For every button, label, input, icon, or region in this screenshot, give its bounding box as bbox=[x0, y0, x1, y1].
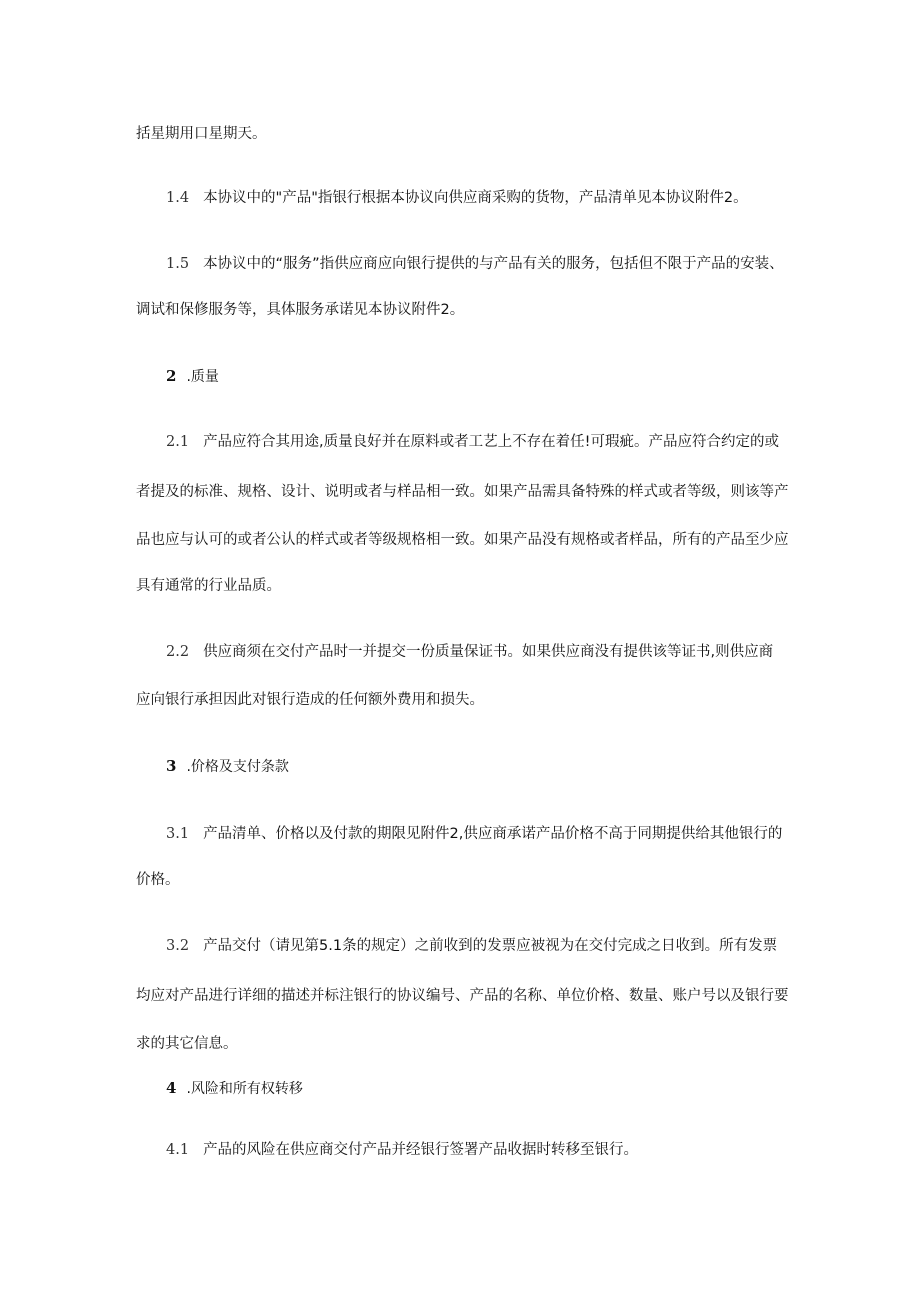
clause-2-2 bbox=[166, 642, 826, 662]
clause-4-1 bbox=[166, 1140, 826, 1160]
clause-3-1-line2 bbox=[136, 870, 796, 890]
clause-3-1 bbox=[166, 824, 826, 844]
paragraph-text: 产品清单、价格以及付款的期限见附件2,供应商承诺产品价格不高于同期提供给其他银行的 bbox=[203, 826, 783, 842]
clause-number: 3.2 bbox=[166, 938, 190, 954]
clause-number: 4.1 bbox=[166, 1142, 190, 1158]
continuation-line bbox=[136, 124, 796, 144]
clause-number: 2.2 bbox=[166, 644, 190, 660]
clause-1-5-line2 bbox=[136, 300, 796, 320]
paragraph-text: 品也应与认可的或者公认的样式或者等级规格相一致。如果产品没有规格或者样品，所有的产品至少应 bbox=[136, 532, 789, 548]
section-number: 4 bbox=[166, 1079, 177, 1097]
clause-3-2-line3 bbox=[136, 1034, 796, 1054]
paragraph-text: 产品的风险在供应商交付产品并经银行签署产品收据时转移至银行。 bbox=[203, 1142, 639, 1158]
clause-number: 1.4 bbox=[166, 190, 190, 206]
paragraph-text: 供应商须在交付产品时一并提交一份质量保证书。如果供应商没有提供该等证书,则供应商 bbox=[203, 644, 774, 660]
paragraph-text: 产品交付（请见第5.1条的规定）之前收到的发票应被视为在交付完成之日收到。所有发票 bbox=[203, 938, 778, 954]
clause-1-4 bbox=[166, 188, 826, 208]
paragraph-text: 具有通常的行业品质。 bbox=[136, 578, 281, 594]
clause-2-1 bbox=[166, 432, 826, 452]
paragraph-text: 应向银行承担因此对银行造成的任何额外费用和损失。 bbox=[136, 692, 484, 708]
paragraph-text: 求的其它信息。 bbox=[136, 1036, 238, 1052]
paragraph-text: 均应对产品进行详细的描述并标注银行的协议编号、产品的名称、单位价格、数量、账户号以及银行要 bbox=[136, 988, 789, 1004]
clause-3-2 bbox=[166, 936, 826, 956]
section-number: 3 bbox=[166, 757, 177, 775]
clause-number: 1.5 bbox=[166, 256, 190, 272]
paragraph-text: 价格。 bbox=[136, 872, 180, 888]
clause-number: 3.1 bbox=[166, 826, 190, 842]
section-number: 2 bbox=[166, 367, 177, 385]
clause-2-2-line2 bbox=[136, 690, 796, 710]
clause-2-1-line2 bbox=[136, 482, 796, 502]
section-title: .质量 bbox=[186, 369, 219, 385]
paragraph-text: 本协议中的“服务”指供应商应向银行提供的与产品有关的服务，包括但不限于产品的安装、 bbox=[203, 256, 784, 272]
clause-2-1-line3 bbox=[136, 530, 796, 550]
section-3-heading bbox=[166, 756, 826, 777]
paragraph-text: 者提及的标准、规格、设计、说明或者与样品相一致。如果产品需具备特殊的样式或者等级，则该等产 bbox=[136, 484, 789, 500]
section-4-heading bbox=[166, 1078, 826, 1099]
section-title: .价格及支付条款 bbox=[186, 759, 289, 775]
section-2-heading bbox=[166, 366, 826, 387]
paragraph-text: 产品应符合其用途,质量良好并在原料或者工艺上不存在着任!可瑕疵。产品应符合约定的或 bbox=[203, 434, 779, 450]
clause-1-5 bbox=[166, 254, 826, 274]
section-title: .风险和所有权转移 bbox=[186, 1081, 303, 1097]
paragraph-text: 调试和保修服务等，具体服务承诺见本协议附件2。 bbox=[136, 302, 465, 318]
clause-2-1-line4 bbox=[136, 576, 796, 596]
clause-number: 2.1 bbox=[166, 434, 190, 450]
paragraph-text: 本协议中的"产品"指银行根据本协议向供应商采购的货物，产品清单见本协议附件2。 bbox=[203, 190, 748, 206]
paragraph-text: 括星期用口星期天。 bbox=[136, 126, 267, 142]
clause-3-2-line2 bbox=[136, 986, 796, 1006]
